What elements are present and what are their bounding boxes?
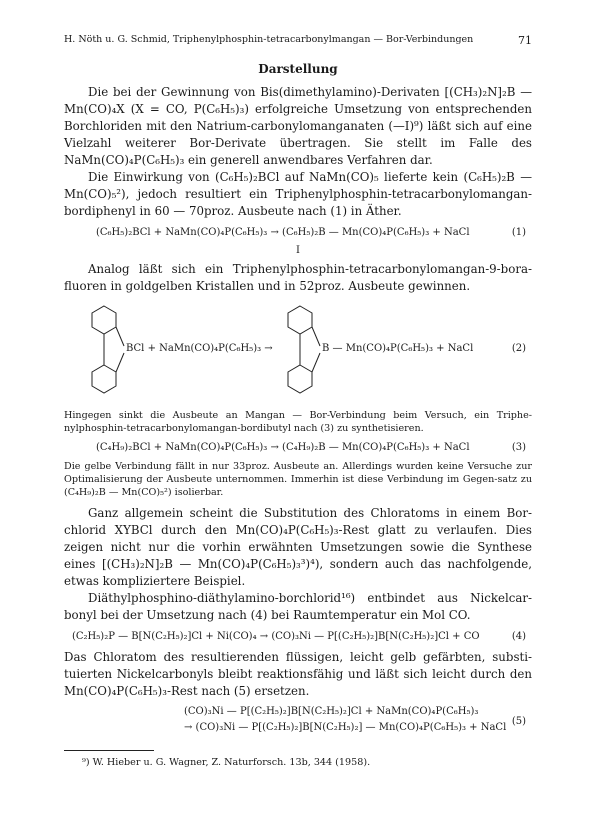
page-number: 71	[518, 34, 532, 47]
footnote: ⁹) W. Hieber u. G. Wagner, Z. Naturforsch. 13b, 344 (1958).	[82, 757, 371, 768]
running-header	[64, 34, 532, 48]
equation-3	[64, 440, 532, 455]
borafluorene-left	[92, 306, 124, 393]
paragraph-2: Die Einwirkung von (C₆H₅)₂BCl auf NaMn(CO)₅ lieferte kein (C₆H₅)₂B — Mn(CO)₅²), jedoch resultiert ein Triphenylphosphin-tetracarbonylomangan-bordiphenyl in 60 — 70proz. Ausbeute nach (1) in Äther.	[64, 170, 532, 218]
equation-3-number: (3)	[511, 442, 526, 453]
paragraph-5: Diäthylphosphino-diäthylamino-borchlorid¹⁶) entbindet aus Nickelcar-bonyl bei der Umsetzung nach (4) bei Raumtemperatur ein Mol CO.	[64, 591, 532, 622]
equation-1-number: (1)	[511, 227, 526, 238]
paragraph-1: Die bei der Gewinnung von Bis(dimethylamino)-Derivaten [(CH₃)₂N]₂B — Mn(CO)₄X (X = CO, P(C₆H₅)₃) erfolgreiche Umsetzung von entsprechenden Borchloriden mit den Natrium-carbonylomanganaten (—I)⁹) läßt sich auf eine Vielzahl weiterer Bor-Derivate übertragen. Sie stellt im Falle des NaMn(CO)₄P(C₆H₅)₃ ein generell anwendbares Verfahren dar.	[64, 85, 532, 167]
paragraph-4: Ganz allgemein scheint die Substitution des Chloratoms in einem Bor-chlorid XYBCl durch den Mn(CO)₄P(C₆H₅)₃-Rest glatt zu verlaufen. Dies zeigen nicht nur die vorhin erwähnten Umsetzungen sowie die Synthese eines [(CH₃)₂N]₂B — Mn(CO)₄P(C₆H₅)₃³)⁴), sondern auch das nachfolgende, etwas kompliziertere Beispiel.	[64, 506, 532, 588]
small-paragraph-2: Die gelbe Verbindung fällt in nur 33proz. Ausbeute an. Allerdings wurden keine Versuche zur Optimalisierung der Ausbeute unternommen. Immerhin ist diese Verbindung im Gegen-satz zu (C₄H₉)₂B — Mn(CO)₅²) isolierbar.	[64, 461, 532, 498]
equation-4	[64, 629, 532, 644]
equation-5-line-2: → (CO)₃Ni — P[(C₂H₅)₂]B[N(C₂H₅)₂] — Mn(CO)₄P(C₆H₅)₃ + NaCl	[184, 722, 507, 733]
equation-1	[64, 225, 532, 240]
equation-5-line-1: (CO)₃Ni — P[(C₂H₅)₂]B[N(C₂H₅)₂]Cl + NaMn(CO)₄P(C₆H₅)₃	[184, 706, 479, 717]
equation-4-text: (C₂H₅)₂P — B[N(C₂H₅)₂]Cl + Ni(CO)₄ → (CO)₃Ni — P[(C₂H₅)₂]B[N(C₂H₅)₂]Cl + CO	[72, 631, 480, 642]
footnote-rule	[64, 750, 154, 751]
equation-1-label: I	[296, 245, 300, 256]
borafluorene-right	[288, 306, 320, 393]
equation-5	[64, 704, 532, 736]
equation-2-scheme	[64, 301, 532, 401]
equation-5-number: (5)	[511, 716, 526, 727]
equation-3-text: (C₄H₉)₂BCl + NaMn(CO)₄P(C₆H₅)₃ → (C₄H₉)₂B — Mn(CO)₄P(C₆H₅)₃ + NaCl	[96, 442, 470, 453]
equation-2-left: BCl + NaMn(CO)₄P(C₆H₅)₃ →	[126, 343, 273, 354]
paragraph-3: Analog läßt sich ein Triphenylphosphin-tetracarbonylomangan-9-bora-fluoren in goldgelben Kristallen und in 52proz. Ausbeute gewinnen.	[64, 262, 532, 293]
equation-4-number: (4)	[511, 631, 526, 642]
equation-2-number: (2)	[511, 343, 526, 354]
equation-1-text: (C₆H₅)₂BCl + NaMn(CO)₄P(C₆H₅)₃ → (C₆H₅)₂B — Mn(CO)₄P(C₆H₅)₃ + NaCl	[96, 227, 470, 238]
paragraph-6: Das Chloratom des resultierenden flüssigen, leicht gelb gefärbten, substi-tuierten Nickelcarbonyls bleibt reaktionsfähig und läßt sich leicht durch den Mn(CO)₄P(C₆H₅)₃-Rest nach (5) ersetzen.	[64, 650, 532, 698]
small-paragraph-1: Hingegen sinkt die Ausbeute an Mangan — Bor-Verbindung beim Versuch, ein Triphe-nylphosphin-tetracarbonylomangan-bordibutyl nach (3) zu synthetisieren.	[64, 410, 532, 434]
header-authors: H. Nöth u. G. Schmid, Triphenylphosphin-tetracarbonylmangan — Bor-Verbindungen	[64, 34, 474, 45]
section-title: Darstellung	[258, 62, 338, 76]
equation-2-right: B — Mn(CO)₄P(C₆H₅)₃ + NaCl	[322, 343, 474, 354]
